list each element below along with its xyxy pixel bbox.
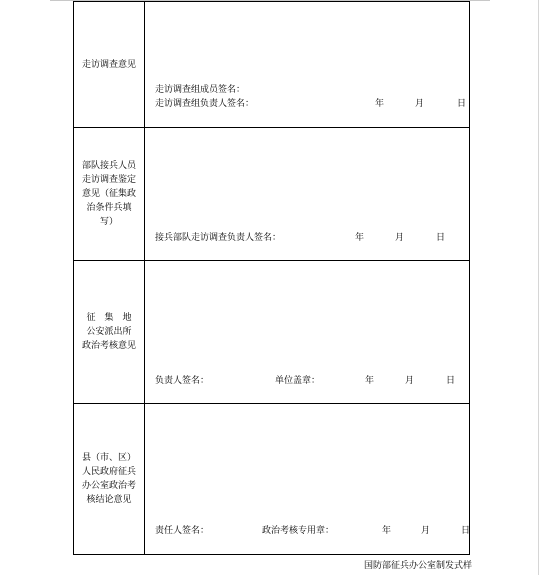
members-signature-label: 走访调查组成员签名： bbox=[155, 85, 246, 95]
year-label: 年 bbox=[375, 99, 385, 109]
month-label: 月 bbox=[421, 526, 431, 536]
month-label: 月 bbox=[415, 99, 425, 109]
content-county-office bbox=[145, 404, 470, 555]
content-army-recruiter bbox=[145, 128, 470, 261]
responsible-signature-label: 负责人签名： bbox=[155, 376, 210, 386]
label-army-recruiter bbox=[74, 128, 145, 261]
content-visit-survey bbox=[145, 2, 470, 128]
label-text: 县（市、区）人民政府征兵办公室政治考核结论意见 bbox=[81, 453, 136, 505]
accountable-signature-label: 责任人签名： bbox=[155, 526, 210, 536]
unit-seal-label: 单位盖章： bbox=[275, 376, 321, 386]
label-text: 走访调查意见 bbox=[81, 59, 136, 70]
recruiter-signature-label: 接兵部队走访调查负责人签名： bbox=[155, 233, 282, 243]
year-label: 年 bbox=[382, 526, 392, 536]
issuer-footnote: 国防部征兵办公室制发式样 bbox=[363, 561, 472, 571]
month-label: 月 bbox=[395, 233, 405, 243]
form-row-police-station bbox=[74, 261, 470, 404]
label-text: 征 集 地 公安派出所 政治考核意见 bbox=[81, 313, 136, 351]
label-county-office bbox=[74, 404, 145, 555]
form-row-visit-survey bbox=[74, 2, 470, 128]
form-row-army-recruiter bbox=[74, 128, 470, 261]
day-label: 日 bbox=[436, 233, 446, 243]
label-text: 部队接兵人员走访调查鉴定意见（征集政治条件兵填写） bbox=[81, 161, 136, 227]
content-police-station bbox=[145, 261, 470, 404]
leader-signature-label: 走访调查组负责人签名： bbox=[155, 99, 255, 109]
day-label: 日 bbox=[461, 526, 471, 536]
label-police-station bbox=[74, 261, 145, 404]
year-label: 年 bbox=[365, 376, 375, 386]
label-visit-survey bbox=[74, 2, 145, 128]
day-label: 日 bbox=[446, 376, 456, 386]
day-label: 日 bbox=[457, 99, 467, 109]
review-seal-label: 政治考核专用章： bbox=[262, 526, 335, 536]
month-label: 月 bbox=[405, 376, 415, 386]
form-row-county-office bbox=[74, 404, 470, 555]
year-label: 年 bbox=[355, 233, 365, 243]
political-review-form bbox=[73, 1, 470, 555]
